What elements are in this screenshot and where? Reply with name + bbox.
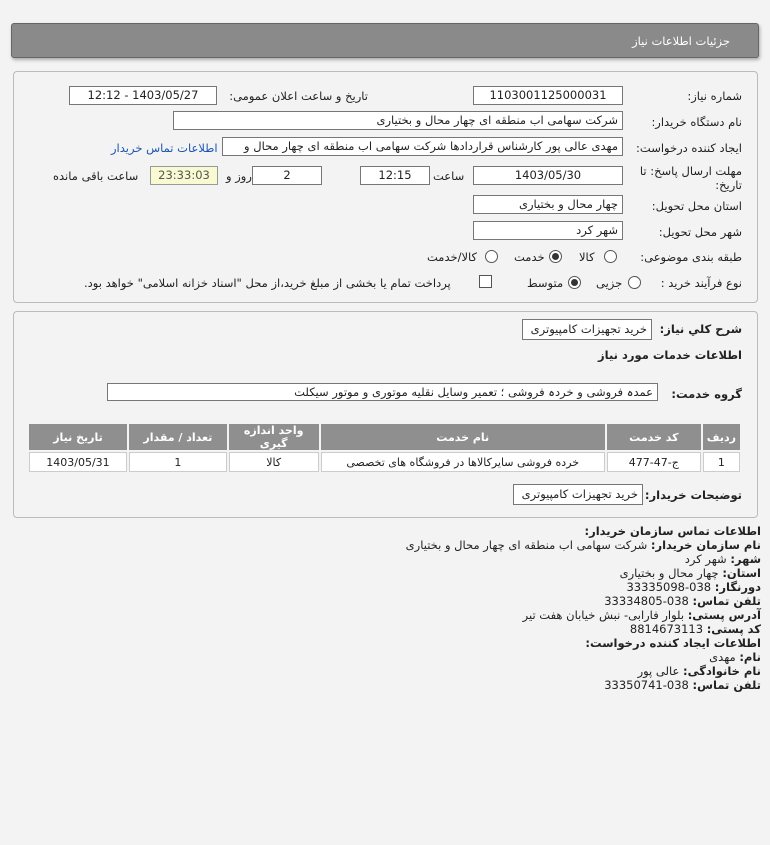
need-number-label: شماره نیاز: [687,89,742,103]
need-details-panel [13,71,758,303]
service-group-field: عمدہ فروشی و خردہ فروشی ؛ تعمیر وسایل نقلیه موتوری و موتور سیکلت [107,383,658,401]
services-title: اطلاعات خدمات مورد نیاز [598,348,742,362]
cell-need-date: 1403/05/31 [29,452,127,472]
category-radio-service[interactable] [549,250,562,263]
process-option-medium: متوسط [527,276,564,290]
contact-phone: تلفن تماس: 038-33334805 [604,594,761,608]
category-radio-goods[interactable] [604,250,617,263]
creator-title: اطلاعات ایجاد کننده درخواست: [585,636,761,650]
category-option-goods: کالا [579,250,595,264]
summary-label: شرح کلي نياز: [659,322,742,336]
process-radio-minor[interactable] [628,276,641,289]
city-label: شهر محل تحویل: [658,225,742,239]
services-table [27,422,742,474]
announce-label: تاریخ و ساعت اعلان عمومی: [229,89,368,103]
deadline-label: مهلت ارسال پاسخ: تا [639,164,742,178]
col-service-code: کد خدمت [607,424,701,450]
cell-row: 1 [703,452,740,472]
process-radio-medium[interactable] [568,276,581,289]
summary-panel [13,311,758,518]
contact-city: شهر: شهر کرد [684,552,761,566]
col-row: ردیف [703,424,740,450]
need-number-field: 1103001125000031 [473,86,623,105]
buyer-notes-field: خرید تجهیزات کامپیوتری [513,484,643,505]
contact-address: آدرس پستی: بلوار فارابی- نبش خیابان هفت تیر [522,608,761,622]
category-option-service: خدمت [514,250,545,264]
process-label: نوع فرآیند خرید : [660,276,742,290]
buyer-notes-label: توضیحات خریدار: [644,488,742,502]
buyer-org-field: شرکت سهامی اب منطقه ای چهار محال و بختیاری [173,111,623,130]
deadline-date-field: 1403/05/30 [473,166,623,185]
treasury-payment-checkbox[interactable] [479,275,492,288]
contact-title: اطلاعات تماس سازمان خریدار: [584,524,761,538]
col-need-date: تاریخ نیاز [29,424,127,450]
table-row [29,452,740,472]
cell-quantity: 1 [129,452,227,472]
col-quantity: تعداد / مقدار [129,424,227,450]
col-unit: واحد اندازه گیری [229,424,319,450]
contact-postal: کد پستی: 8814673113 [629,622,761,636]
page-header [11,23,759,58]
col-service-name: نام خدمت [321,424,605,450]
buyer-org-label: نام دستگاه خریدار: [651,115,742,129]
creator-phone: تلفن تماس: 038-33350741 [604,678,761,692]
announce-field: 1403/05/27 - 12:12 [69,86,217,105]
cell-service-name: خرده فروشی سایرکالاها در فروشگاه های تخصصی [321,452,605,472]
cell-unit: کالا [229,452,319,472]
cell-service-code: ج-47-477 [607,452,701,472]
city-field: شهر کرد [473,221,623,240]
process-option-minor: جزیی [596,276,623,290]
remaining-time-field: 23:33:03 [150,166,218,185]
category-label: طبقه بندی موضوعی: [640,250,742,264]
services-table-header [29,424,740,450]
contact-fax: دورنگار: 038-33335098 [626,580,761,594]
days-label: روز و [226,169,252,183]
creator-first-name: نام: مهدی [709,650,761,664]
deadline-time-field: 12:15 [360,166,430,185]
category-option-goods-service: کالا/خدمت [427,250,478,264]
summary-field: خرید تجهیزات کامپیوتری [522,319,652,340]
category-radio-goods-service[interactable] [485,250,498,263]
service-group-label: گروه خدمت: [671,387,742,401]
page-title: جزئیات اطلاعات نیاز [632,34,730,48]
days-field: 2 [252,166,322,185]
contact-province: استان: چهار محال و بختیاری [619,566,761,580]
deadline-label-date: تاریخ: [715,178,742,192]
creator-field: مهدی عالی پور کارشناس قراردادها شرکت سهامی اب منطقه ای چهار محال و [222,137,623,156]
remaining-label: ساعت باقی مانده [53,169,139,183]
contact-info [21,524,761,692]
contact-info-link[interactable]: اطلاعات تماس خریدار [111,141,218,155]
province-label: استان محل تحویل: [651,199,742,213]
creator-last-name: نام خانوادگی: عالی پور [637,664,761,678]
province-field: چهار محال و بختیاری [473,195,623,214]
treasury-payment-note: پرداخت تمام یا بخشی از مبلغ خرید،از محل "اسناد خزانه اسلامی" خواهد بود. [84,276,451,290]
creator-label: ایجاد کننده درخواست: [636,141,742,155]
contact-org-name: نام سازمان خریدار: شرکت سهامی اب منطقه ای چهار محال و بختیاری [405,538,761,552]
deadline-time-label: ساعت [433,169,465,183]
